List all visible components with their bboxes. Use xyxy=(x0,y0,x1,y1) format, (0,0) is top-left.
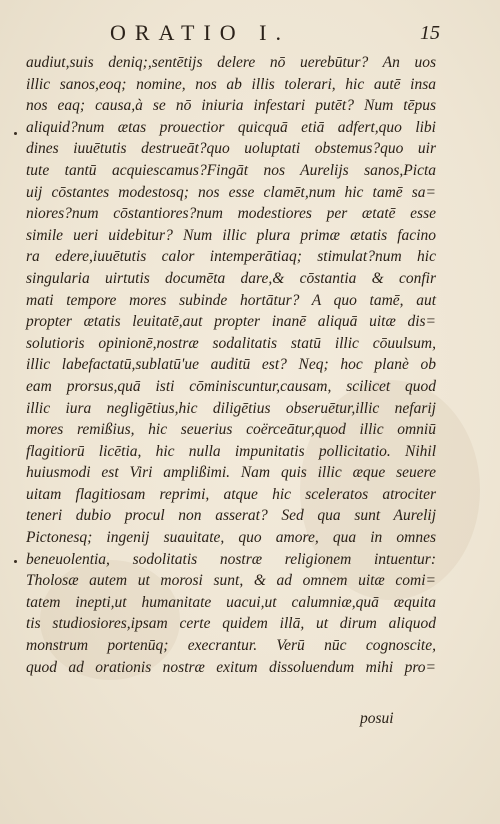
text-line: huiusmodi est Viri amplißimi. Nam quis illic æque seuere xyxy=(26,464,436,482)
text-line: aliquid?num ætas prouectior quicquā etiā adfert,quo libi xyxy=(26,118,436,136)
margin-mark xyxy=(14,132,17,135)
text-line: quod ad orationis nostræ exitum dissoluendum mihi pro= xyxy=(26,658,436,676)
text-line: uij cōstantes modestosq; nos esse clamēt,num hic tamē sa= xyxy=(26,183,436,201)
text-line: nos eaq; causa,à se nō iniuria infestari putēt? Num tēpus xyxy=(26,97,436,115)
text-line: Pictonesq; ingenij suauitate, quo amore, qua in omnes xyxy=(26,529,436,547)
text-line: teneri dubio procul non asserat? Sed qua sunt Aurelij xyxy=(26,507,436,525)
text-line: simile ueri uidebitur? Num illic plura primæ ætatis facino xyxy=(26,226,436,244)
text-line: ra edere,iuuētutis calor intemperātiaq; stimulat?num hic xyxy=(26,248,436,266)
text-line: monstrum portenūq; execrantur. Verū nūc cognoscite, xyxy=(26,637,436,655)
text-line: beneuolentia, sodolitatis nostræ religionem intuentur: xyxy=(26,550,436,568)
text-line: uitam flagitiosam reprimi, atque hic sceleratos atrociter xyxy=(26,485,436,503)
text-line: illic iura negligētius,hic diligētius obseruētur,illic nefarij xyxy=(26,399,436,417)
text-line: flagitiorū licētia, hic nulla impunitatis pollicitatio. Nihil xyxy=(26,442,436,460)
text-line: illic sanos,eoq; nomine, nos ab illis tolerari, hic autē insa xyxy=(26,75,436,93)
page-header xyxy=(0,20,500,46)
text-line: audiut,suis deniq;,sentētijs delere nō uerebūtur? An uos xyxy=(26,54,436,71)
text-line: mati tempore mores subinde hortātur? A quo tamē, aut xyxy=(26,291,436,309)
text-line: dines iuuētutis destrueāt?quo uoluptati obstemus?quo uir xyxy=(26,140,436,158)
text-line: solutioris opinionē,nostræ sodalitatis statū illic cōuulsum, xyxy=(26,334,436,352)
margin-mark xyxy=(14,560,17,563)
body-text xyxy=(26,52,436,678)
running-head: ORATIO I. xyxy=(110,20,290,45)
text-line: tatem inepti,ut humanitate uacui,ut calumniæ,quā æquita xyxy=(26,593,436,611)
text-line: niores?num cōstantiores?num modestiores per ætatē esse xyxy=(26,205,436,223)
text-line: tis studiosiores,ipsam certe quidem illā, ut dirum aliquod xyxy=(26,615,436,633)
text-line: Tholosæ autem ut morosi sunt, & ad omnem uitæ comi= xyxy=(26,572,436,590)
text-line: eam prorsus,quā isti cōminiscuntur,causam, scilicet quod xyxy=(26,377,436,395)
text-line: mores remißius, hic seuerius coërceātur,quod illic omniū xyxy=(26,421,436,439)
catchword: posui xyxy=(360,710,394,727)
page-number: 15 xyxy=(420,22,440,44)
text-line: tute tantū acquiescamus?Fingāt nos Aurelijs sanos,Picta xyxy=(26,161,436,179)
text-line: propter ætatis leuitatē,aut propter inanē aliquā uitæ dis= xyxy=(26,313,436,331)
text-line: illic labefactatū,sublatū'ue auditū est? Neq; hoc planè ob xyxy=(26,356,436,374)
text-line: singularia uirtutis documēta dare,& cōstantia & confir xyxy=(26,269,436,287)
